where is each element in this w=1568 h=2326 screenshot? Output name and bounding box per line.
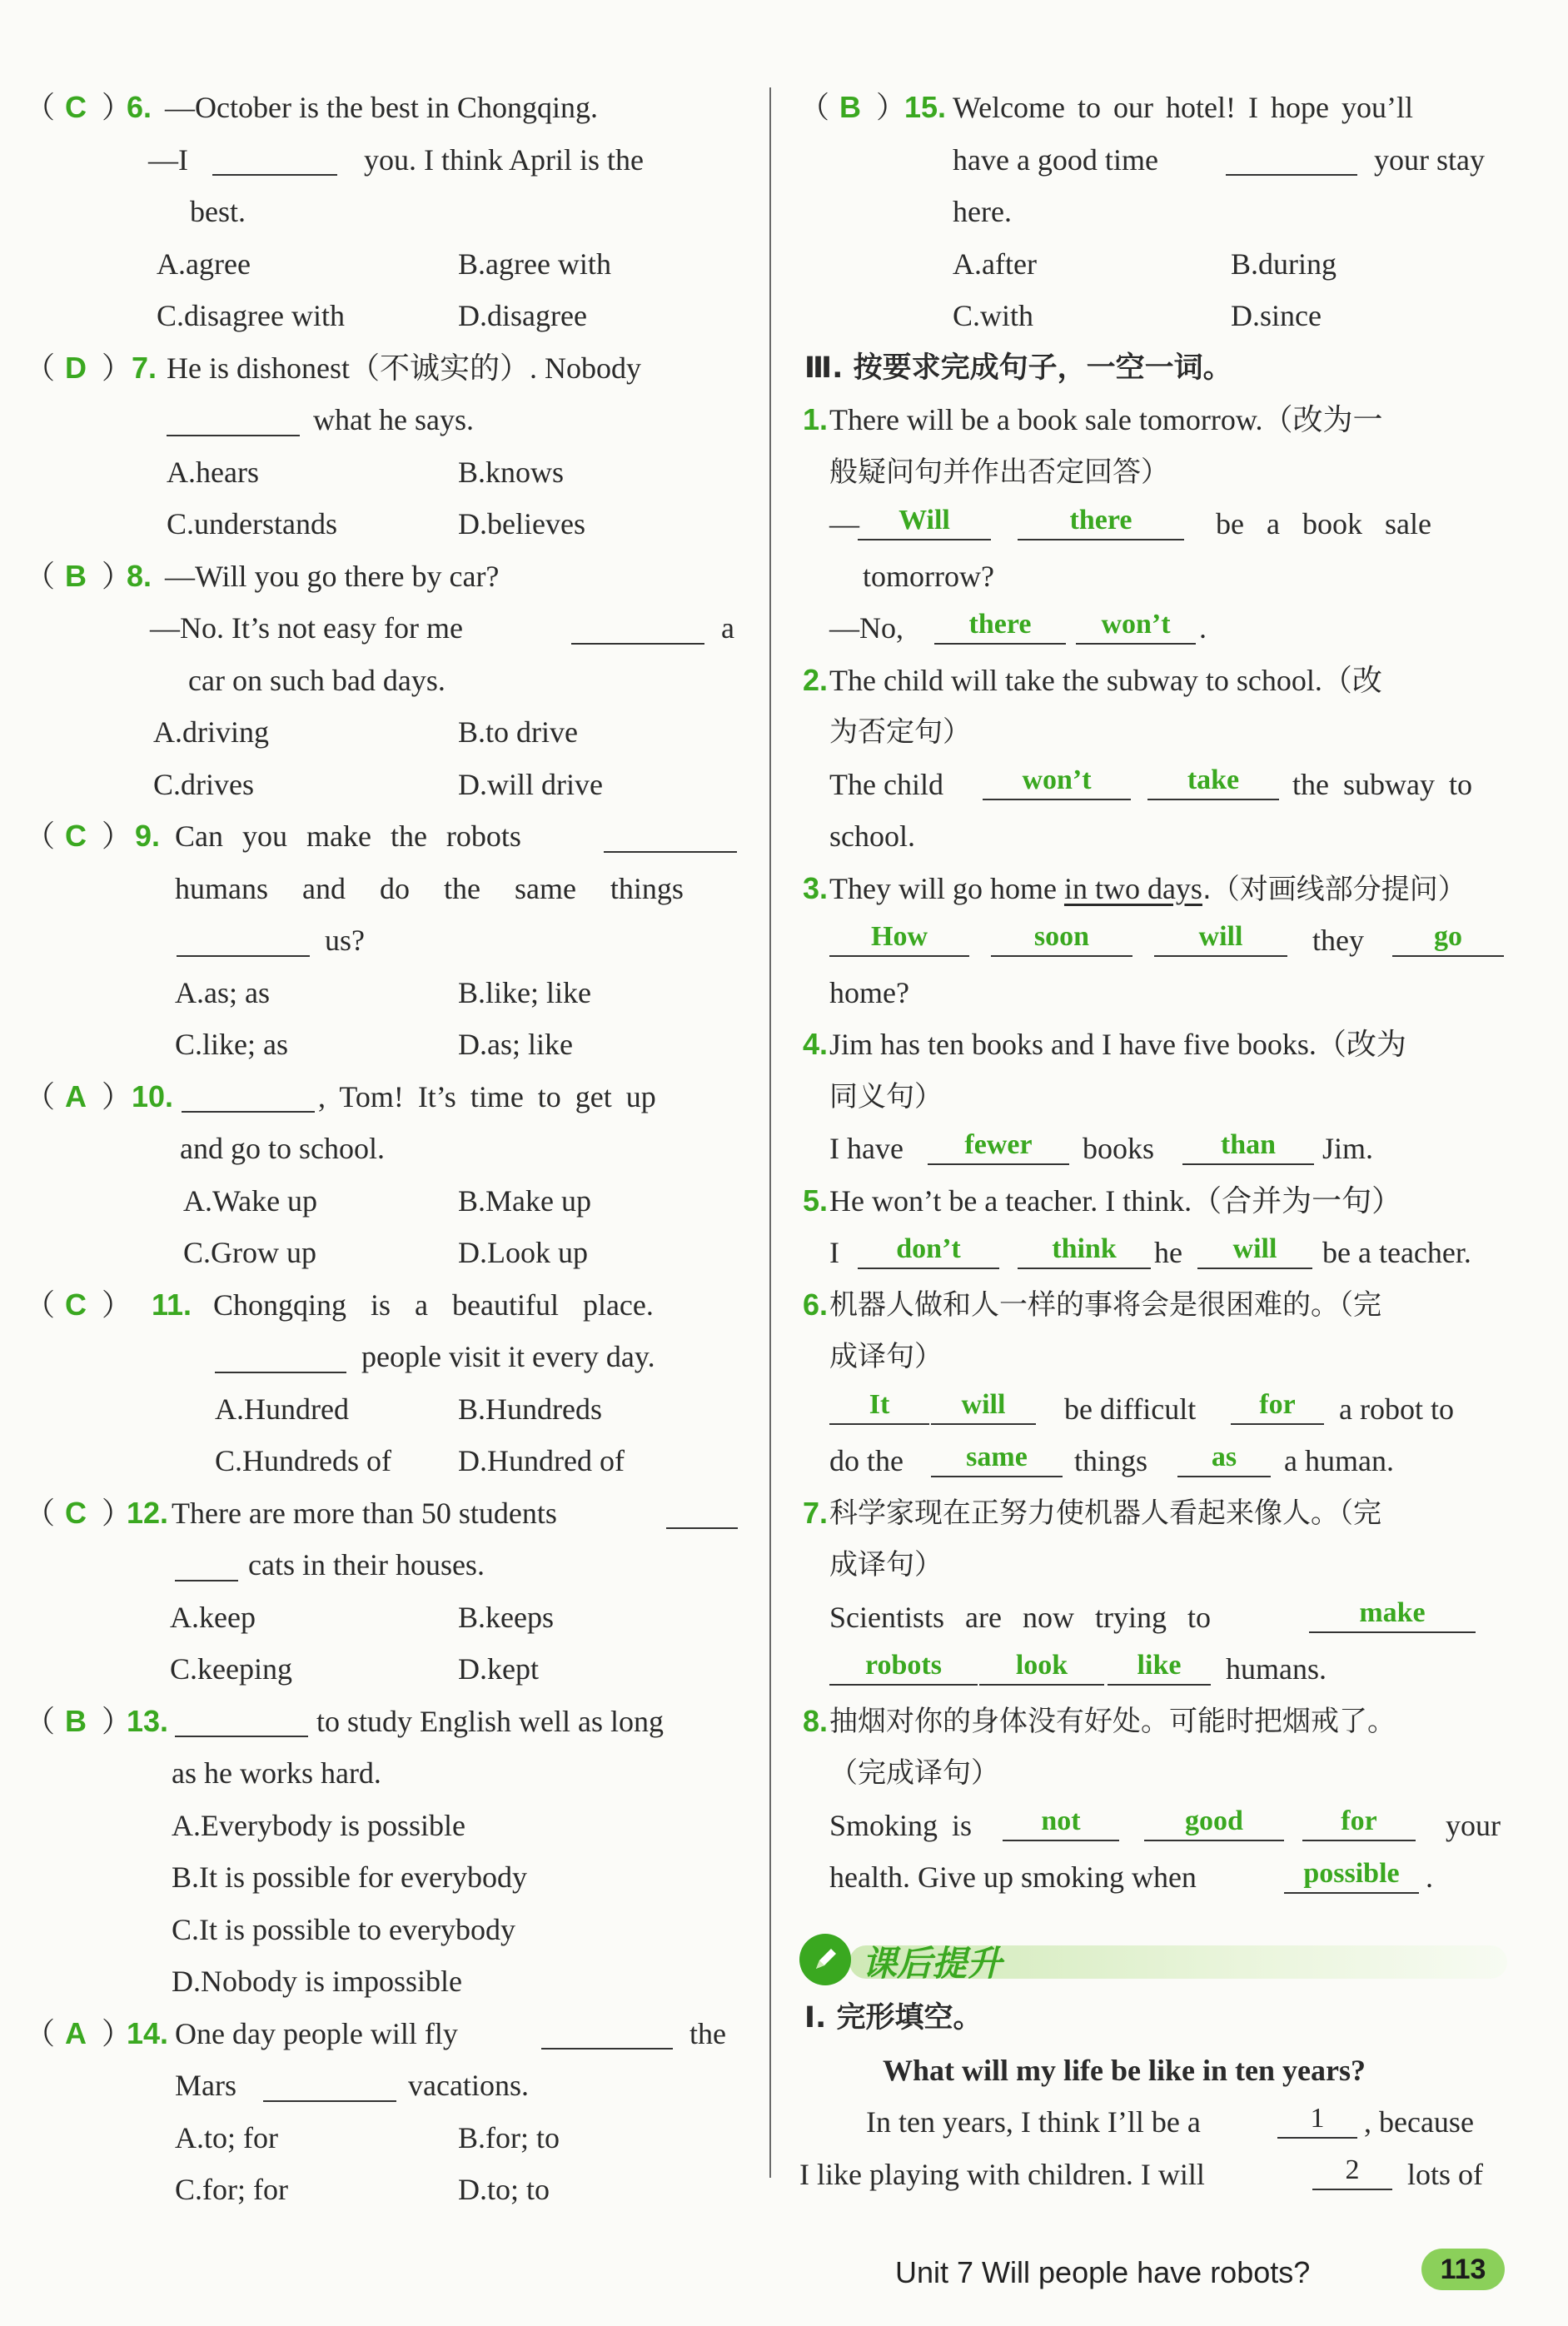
answer-12: C [65,1495,87,1530]
answer-blank: fewer [928,1127,1069,1165]
left-column: （ C ） 6. —October is the best in Chongqing. —I you. I think April is the best. A.agree B.agree with C.disagree with D.disagree （ D ） 7. He is dishonest（不诚实的）. Nobody what he says. A.hears B.knows C.understands D.believes （ B ） 8. —Will you go there by car? —No. It’s not easy for me a car on such bad days. A.driving B.to drive C.drives D.will drive （ C ） 9. Can you make the robots humans and do the same things us? A.as; as B.like; like C.like; as D.as; like （ A ） 10. , Tom! It’s time to get up and go to school. A.Wake up B.Make up C.Grow up D.Look up （ C ） 11. Chongqing is a beautiful place. people visit it every day. A.Hundred B.Hundreds C.Hundreds of D.Hundred of （ C ） 12. There are more than 50 students cats in their houses. A.keep B.keeps C.keeping D.kept （ B ） 13. to study English well as long as he works hard. A.Everybody is possible B.It is possible for everybody C.It is possible to everybody D.Nobody is impossible （ A ） 14. One day people will fly the Mars vacations. A.to; for B.for; to C.for; for D.to; to [25,82,749,2216]
question-13: （ B ） 13. to study English well as long [25,1696,749,1748]
answer-blank: How [829,919,969,957]
answer-blank: It [829,1387,929,1425]
unit-title: Unit 7 Will people have robots? [895,2255,1311,2289]
blank [177,922,310,957]
answer-blank: not [1003,1803,1119,1841]
cloze-section: Ⅰ. 完形填空。 What will my life be like in ten years? In ten years, I think I’ll be a 1 , because I like playing with children. I will 2 lots of [799,1992,1516,2200]
banner-title: 课后提升 [862,1943,1003,1984]
blank [182,1078,315,1113]
answer-blank: soon [991,919,1132,957]
answer-10: A [65,1078,87,1113]
after-class-banner [799,1932,1507,1990]
blank [1226,141,1357,176]
blank [215,1338,346,1373]
sentence-2: 2. The child will take the subway to school.（改 [803,662,1382,697]
answer-blank: Will [858,502,991,540]
answer-15: B [839,90,861,124]
blank [571,610,704,645]
right-column: （ B ） 15. Welcome to our hotel! I hope you’ll have a good time your stay here. A.after B.during C.with D.since Ⅲ. 按要求完成句子，一空一词。 1. There will be a book sale tomorrow.（改为一 般疑问句并作出否定回答） — Will there be a book sale tomorrow? —No, there won’t . 2. The child will take the subway to school.（改 为否定句） The child won’t take the subway to school. 3. They will go home in two days.（对画线部分提问） How soon will they go home? 4. Jim has ten books and I have five books.（改为 同义句） I have fewer books than Jim. 5. He won’t be a teacher. I think.（合并为一句） I don’t think he will be a teacher. 6. 机器人做和人一样的事将会是很困难的。（完 成译句） It will be difficult for a robot to do the same things as a human. 7. 科学家现在正努力使机器人看起来像人。（完 成译句） Scientists are now trying to make robots look like humans. 8. 抽烟对你的身体没有好处。可能时把烟戒了。 （完成译句） Smoking is not good for your health. Give up smoking when possible . [799,82,1516,1904]
answer-blank: good [1144,1803,1284,1841]
section-3-heading: Ⅲ. 按要求完成句子，一空一词。 [804,351,1232,385]
passage-title: What will my life be like in ten years? [883,2053,1366,2087]
sentence-4: 4. Jim has ten books and I have five books.（改为 [803,1027,1406,1061]
section-1-heading: Ⅰ. 完形填空。 [804,2001,983,2035]
blank [666,1494,738,1529]
sentence-8: 8. 抽烟对你的身体没有好处。可能时把烟戒了。 [803,1703,1396,1738]
question-7: （ D ） 7. He is dishonest（不诚实的）. Nobody [25,342,749,395]
answer-11: C [65,1287,87,1322]
answer-7: D [65,350,87,385]
question-8: （ B ） 8. —Will you go there by car? [25,550,749,603]
answer-blank: don’t [858,1231,999,1269]
sentence-7: 7. 科学家现在正努力使机器人看起来像人。（完 [803,1495,1381,1530]
question-6: （ C ） 6. —October is the best in Chongqing. [25,82,749,134]
blank [604,818,737,853]
question-9: （ C ） 9. Can you make the robots [25,810,749,863]
answer-blank: for [1231,1387,1324,1425]
answer-6: C [65,90,87,124]
blank [541,2015,673,2050]
answer-13: B [65,1703,87,1738]
sentence-5: 5. He won’t be a teacher. I think.（合并为一句） [803,1183,1402,1218]
question-14: （ A ） 14. One day people will fly the [25,2008,749,2060]
answer-blank: won’t [1076,606,1196,645]
column-divider [769,87,771,2178]
question-10: （ A ） 10. , Tom! It’s time to get up [25,1071,749,1123]
blank [175,1702,308,1737]
pencil-icon [799,1934,851,1985]
blank [175,1547,238,1581]
answer-14: A [65,2015,87,2050]
sentence-1: 1. There will be a book sale tomorrow.（改为一 [803,402,1383,436]
cloze-blank-2: 2 [1312,2152,1392,2190]
question-12: （ C ） 12. There are more than 50 students [25,1487,749,1540]
answer-blank: will [1154,919,1287,957]
page-footer [895,2249,1495,2299]
question-11: （ C ） 11. Chongqing is a beautiful place. [25,1279,749,1332]
answer-blank: think [1018,1231,1151,1269]
question-15: （ B ） 15. Welcome to our hotel! I hope you’ll [799,82,1516,134]
answer-blank: make [1309,1595,1476,1633]
answer-blank: than [1182,1127,1314,1165]
cloze-blank-1: 1 [1277,2100,1357,2139]
answer-9: C [65,819,87,853]
answer-blank: won’t [983,762,1131,800]
blank [212,141,337,176]
answer-blank: as [1177,1439,1271,1477]
answer-blank: for [1302,1803,1416,1841]
answer-blank: take [1147,762,1279,800]
answer-blank: there [934,606,1066,645]
page-number: 113 [1421,2249,1505,2290]
sentence-6: 6. 机器人做和人一样的事将会是很困难的。（完 [803,1287,1381,1322]
blank [167,401,300,436]
answer-blank: will [1197,1231,1312,1269]
answer-blank: robots [829,1647,978,1686]
answer-blank: there [1018,502,1184,540]
answer-blank: possible [1284,1855,1419,1894]
answer-blank: same [931,1439,1063,1477]
sentence-3: 3. They will go home in two days.（对画线部分提问） [803,870,1466,906]
answer-blank: go [1392,919,1504,957]
blank [263,2067,396,2102]
answer-8: B [65,558,87,593]
answer-blank: will [931,1387,1036,1425]
answer-blank: look [979,1647,1104,1686]
answer-blank: like [1108,1647,1211,1686]
